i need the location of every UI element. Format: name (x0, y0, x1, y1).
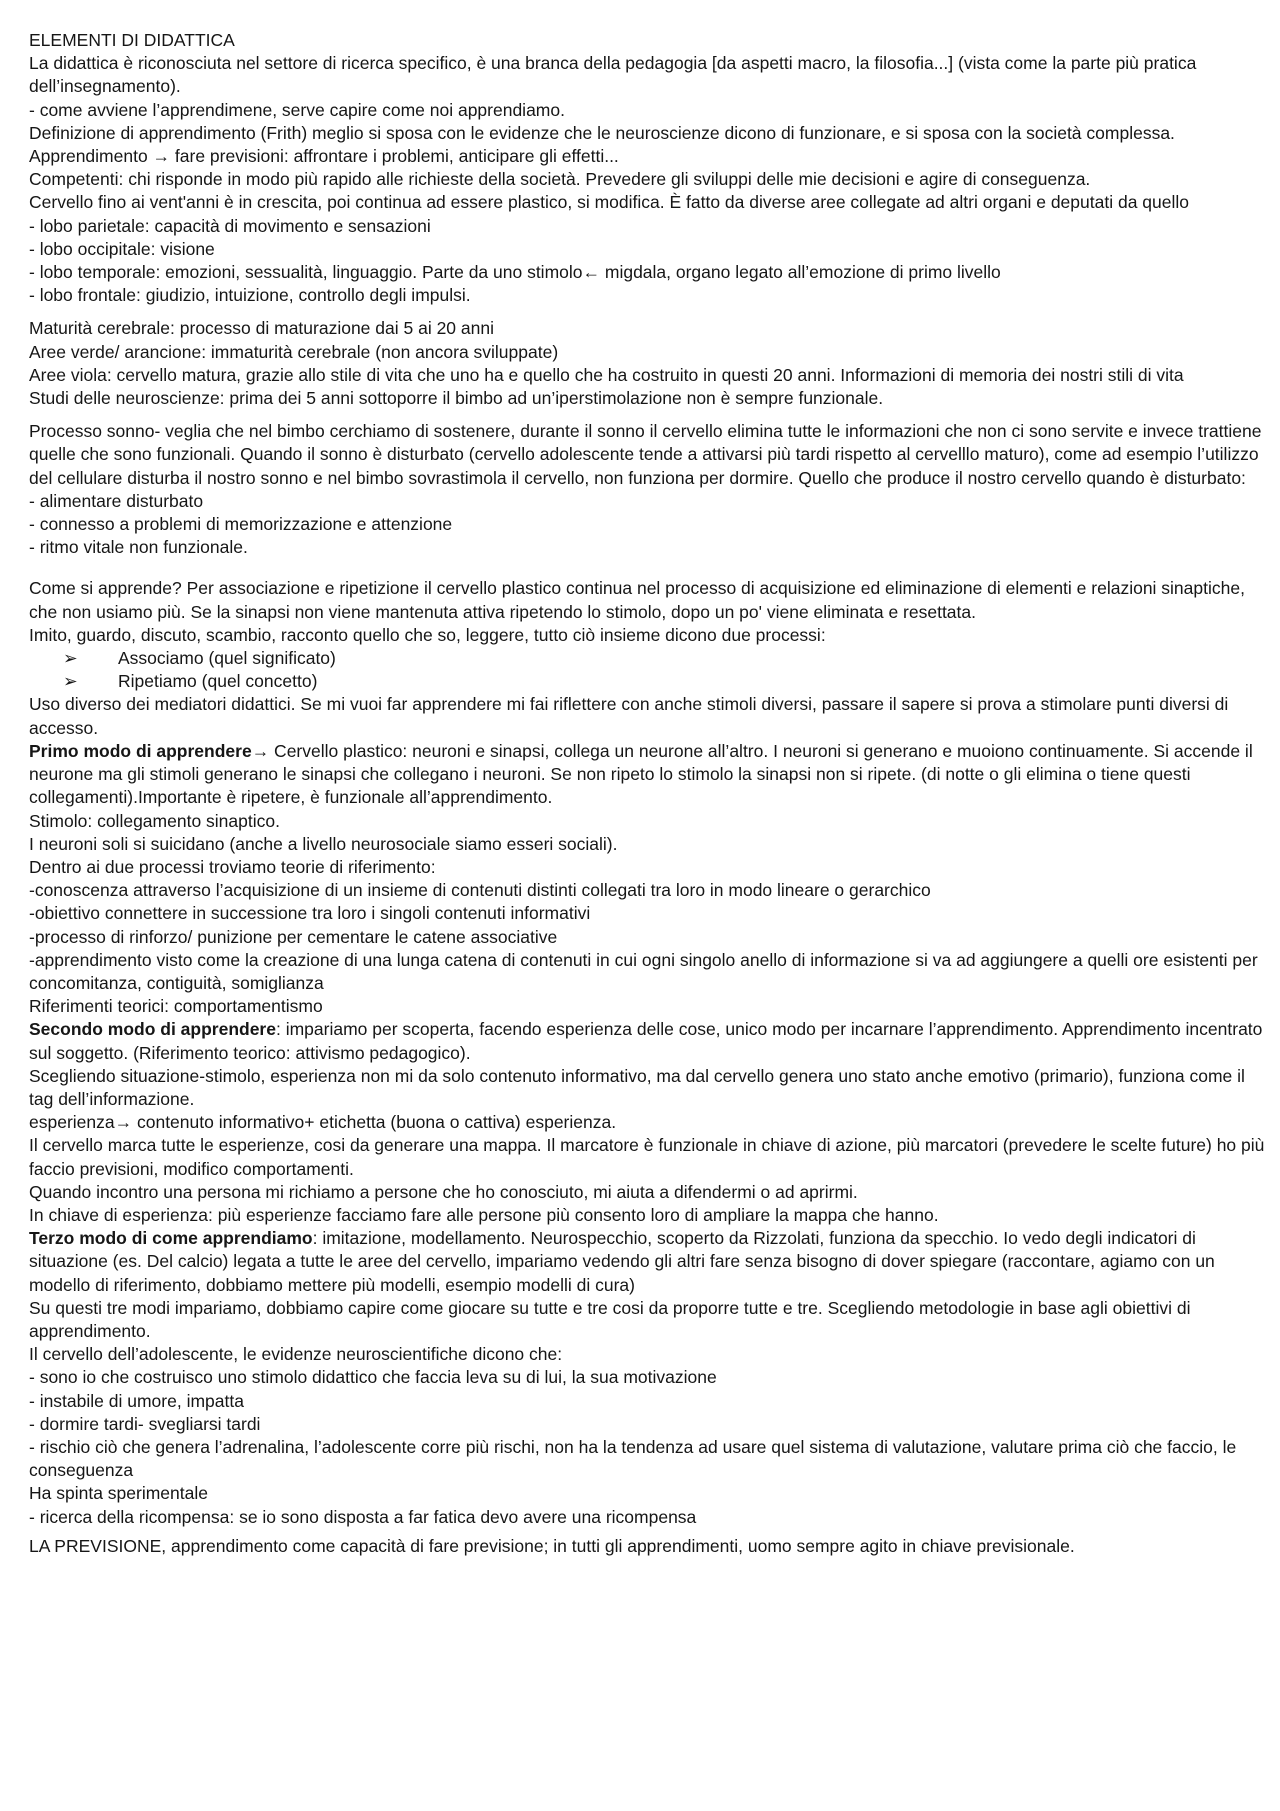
paragraph: Studi delle neuroscienze: prima dei 5 anni sottoporre il bimbo ad un’iperstimolazione non è sempre funzionale. (29, 388, 884, 409)
document-page (29, 29, 1265, 1558)
bold-heading: Primo modo di apprendere (29, 740, 252, 761)
list-item: -obiettivo connettere in successione tra loro i singoli contenuti informativi (29, 903, 591, 924)
paragraph: esperienza→ contenuto informativo+ etichetta (buona o cattiva) esperienza. (29, 1112, 617, 1133)
paragraph: In chiave di esperienza: più esperienze facciamo fare alle persone più consento loro di ampliare la mappa che hanno. (29, 1204, 939, 1225)
paragraph: Riferimenti teorici: comportamentismo (29, 996, 323, 1017)
paragraph: Aree viola: cervello matura, grazie allo stile di vita che uno ha e quello che ha costruito in questi 20 anni. Informazioni di memoria dei nostri stili di vita (29, 364, 1184, 385)
paragraph: I neuroni soli si suicidano (anche a livello neurosociale siamo esseri sociali). (29, 833, 618, 854)
bullet-text: Ripetiamo (quel concetto) (118, 671, 318, 692)
paragraph: Uso diverso dei mediatori didattici. Se mi vuoi far apprendere mi fai riflettere con anche stimoli diversi, passare il sapere si prova a stimolare punti diversi di accesso. (29, 694, 1229, 738)
section-sleep (29, 420, 1265, 559)
paragraph: Imito, guardo, discuto, scambio, racconto quello che so, leggere, tutto ciò insieme dicono due processi: (29, 624, 826, 645)
paragraph: Dentro ai due processi troviamo teorie di riferimento: (29, 856, 436, 877)
paragraph: Ha spinta sperimentale (29, 1483, 208, 1504)
paragraph: Competenti: chi risponde in modo più rapido alle richieste della società. Prevedere gli sviluppi delle mie decisioni e agire di conseguenza. (29, 169, 1091, 190)
paragraph-primo-modo (29, 740, 1265, 810)
list-item: - lobo occipitale: visione (29, 238, 215, 259)
list-item: - dormire tardi- svegliarsi tardi (29, 1413, 261, 1434)
paragraph: La didattica è riconosciuta nel settore di ricerca specifico, è una branca della pedagogia [da aspetti macro, la filosofia...] (vista come la parte più pratica dell’insegnamento). (29, 53, 1197, 97)
list-item: - connesso a problemi di memorizzazione e attenzione (29, 514, 453, 535)
paragraph: Processo sonno- veglia che nel bimbo cerchiamo di sostenere, durante il sonno il cervello elimina tutte le informazioni che non ci sono servite e invece trattiene quelle che sono funzionali. Quando il sonno è disturbato (cervello adolescente tende a attivarsi più tardi rispetto al cervelllo maturo), come ad esempio l’utilizzo del cellulare disturba il nostro sonno e nel bimbo sovrastimola il cervello, non funziona per dormire. Quello che produce il nostro cervello quando è disturbato: (29, 421, 1262, 488)
section-learning (29, 577, 1265, 1528)
list-item: - sono io che costruisco uno stimolo didattico che faccia leva su di lui, la sua motivazione (29, 1367, 717, 1388)
paragraph: Definizione di apprendimento (Frith) meglio si sposa con le evidenze che le neuroscienze dicono di funzionare, e si sposa con la società complessa. Apprendimento → fare previsioni: affrontare i problemi, anticipare gli effetti... (29, 122, 1175, 167)
list-item: - lobo frontale: giudizio, intuizione, controllo degli impulsi. (29, 285, 471, 306)
arrow-bullet-icon: ➢ (63, 671, 78, 692)
document-title: ELEMENTI DI DIDATTICA (29, 30, 235, 50)
paragraph: Stimolo: collegamento sinaptico. (29, 810, 280, 831)
paragraph: Su questi tre modi impariamo, dobbiamo capire come giocare su tutte e tre cosi da proporre tutte e tre. Scegliendo metodologie in base agli obiettivi di apprendimento. (29, 1297, 1191, 1341)
paragraph: Aree verde/ arancione: immaturità cerebrale (non ancora sviluppate) (29, 341, 559, 362)
paragraph-secondo-modo (29, 1018, 1265, 1064)
list-item: -processo di rinforzo/ punizione per cementare le catene associative (29, 926, 558, 947)
arrow-bullet-icon: ➢ (63, 648, 78, 669)
section-intro (29, 52, 1265, 307)
list-item: - alimentare disturbato (29, 490, 204, 511)
section-maturity (29, 317, 1265, 410)
paragraph-terzo-modo (29, 1227, 1265, 1297)
bold-heading: Secondo modo di apprendere (29, 1019, 276, 1040)
list-item: - rischio ciò che genera l’adrenalina, l’adolescente corre più rischi, non ha la tendenza ad usare quel sistema di valutazione, valutare prima ciò che faccio, le conseguenza (29, 1436, 1237, 1481)
paragraph: Quando incontro una persona mi richiamo a persone che ho conosciuto, mi aiuta a difendermi o ad aprirmi. (29, 1181, 858, 1202)
paragraph: Cervello fino ai vent'anni è in crescita, poi continua ad essere plastico, si modifica. È fatto da diverse aree collegate ad altri organi e deputati da quello (29, 192, 1189, 213)
list-item: - lobo temporale: emozioni, sessualità, linguaggio. Parte da uno stimolo← migdala, organo legato all’emozione di primo livello (29, 262, 1001, 283)
paragraph-text: : imitazione, modellamento. Neurospecchio, scoperto da Rizzolati, funziona da specchio. Io vedo degli indicatori di situazione (es. Del calcio) legata a tutte le aree del cervello, impariamo vedendo gli altri fare senza bisogno di dover spiegare (raccontare, agiamo con un modello di riferimento, dobbiamo mettere più modelli, esempio modelli di cura) (29, 1228, 1215, 1295)
list-item: - instabile di umore, impatta (29, 1390, 244, 1411)
paragraph-text: : impariamo per scoperta, facendo esperienza delle cose, unico modo per incarnare l’apprendimento. Apprendimento incentrato sul soggetto. (Riferimento teorico: attivismo pedagogico). (29, 1019, 1263, 1063)
list-item: -apprendimento visto come la creazione di una lunga catena di contenuti in cui ogni singolo anello di informazione si va ad aggiungere a quelli ore esistenti per concomitanza, contiguità, somiglianza (29, 949, 1258, 993)
list-item: -conoscenza attraverso l’acquisizione di un insieme di contenuti distinti collegati tra loro in modo lineare o gerarchico (29, 880, 931, 901)
paragraph-previsione: LA PREVISIONE, apprendimento come capacità di fare previsione; in tutti gli apprendimenti, uomo sempre agito in chiave previsionale. (29, 1535, 1075, 1556)
bullet-item (29, 647, 1265, 670)
paragraph: - come avviene l’apprendimene, serve capire come noi apprendiamo. (29, 99, 565, 120)
paragraph: Maturità cerebrale: processo di maturazione dai 5 ai 20 anni (29, 318, 494, 339)
list-item: - lobo parietale: capacità di movimento e sensazioni (29, 215, 431, 236)
list-item: - ritmo vitale non funzionale. (29, 537, 248, 558)
paragraph: Come si apprende? Per associazione e ripetizione il cervello plastico continua nel processo di acquisizione ed eliminazione di elementi e relazioni sinaptiche, che non usiamo più. Se la sinapsi non viene mantenuta attiva ripetendo lo stimolo, dopo un po' viene eliminata e resettata. (29, 578, 1245, 622)
bullet-item (29, 670, 1265, 693)
paragraph: Il cervello dell’adolescente, le evidenze neuroscientifiche dicono che: (29, 1344, 563, 1365)
paragraph: Scegliendo situazione-stimolo, esperienza non mi da solo contenuto informativo, ma dal cervello genera uno stato anche emotivo (primario), funziona come il tag dell’informazione. (29, 1065, 1245, 1109)
paragraph: Il cervello marca tutte le esperienze, cosi da generare una mappa. Il marcatore è funzionale in chiave di azione, più marcatori (prevedere le scelte future) ho più faccio previsioni, modifico comportamenti. (29, 1135, 1265, 1179)
list-item: - ricerca della ricompensa: se io sono disposta a far fatica devo avere una ricompensa (29, 1506, 697, 1527)
bold-heading: Terzo modo di come apprendiamo (29, 1228, 313, 1249)
bullet-text: Associamo (quel significato) (118, 648, 336, 669)
paragraph-text: → Cervello plastico: neuroni e sinapsi, collega un neurone all’altro. I neuroni si generano e muoiono continuamente. Si accende il neurone ma gli stimoli generano le sinapsi che collegano i neuroni. Se non ripeto lo stimolo la sinapsi non si ripete. (di notte o gli elimina o tiene questi collegamenti).Importante è ripetere, è funzionale all’apprendimento. (29, 740, 1253, 808)
